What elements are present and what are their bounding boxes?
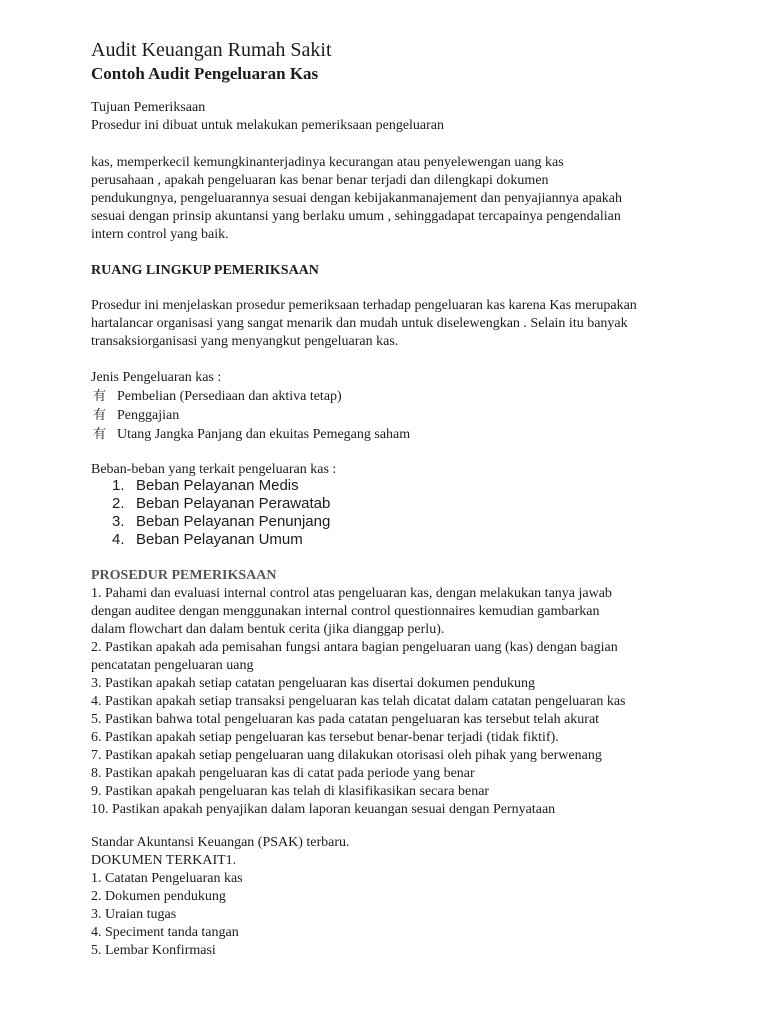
paragraph-line: transaksiorganisasi yang menyangkut pengeluaran kas. [91,334,399,349]
list-item-number: 4. [112,531,125,548]
list-item: 2. Dokumen pendukung [91,889,226,904]
list-item-number: 2. [112,495,125,512]
tujuan-heading: Tujuan Pemeriksaan [91,100,206,115]
procedure-line: 5. Pastikan bahwa total pengeluaran kas pada catatan pengeluaran kas tersebut telah akurat [91,712,600,727]
tujuan-intro: Prosedur ini dibuat untuk melakukan pemeriksaan pengeluaran [91,118,445,133]
procedure-line: 10. Pastikan apakah penyajikan dalam laporan keuangan sesuai dengan Pernyataan [91,802,556,817]
list-item: 3. Uraian tugas [91,907,177,922]
list-item [93,406,410,425]
paragraph-line: perusahaan , apakah pengeluaran kas benar benar terjadi dan dilengkapi dokumen [91,173,549,188]
tujuan-paragraph [91,154,701,244]
jenis-list [93,387,410,444]
bullet-icon: 有 [93,427,107,442]
procedure-line: dalam flowchart dan dalam bentuk cerita (jika dianggap perlu). [91,622,445,637]
dokumen-heading: DOKUMEN TERKAIT1. [91,853,237,868]
list-item-label: Beban Pelayanan Perawatab [136,495,331,512]
list-item-label: Utang Jangka Panjang dan ekuitas Pemegang saham [117,427,411,442]
list-item-label: Beban Pelayanan Penunjang [136,513,331,530]
prosedur-list [91,585,721,819]
list-item: 1. Catatan Pengeluaran kas [91,871,243,886]
list-item: 4. Speciment tanda tangan [91,925,239,940]
ruang-lingkup-heading: RUANG LINGKUP PEMERIKSAAN [91,263,319,278]
document-title: Audit Keuangan Rumah Sakit [91,39,332,61]
procedure-line: 8. Pastikan apakah pengeluaran kas di catat pada periode yang benar [91,766,475,781]
list-item: 5. Lembar Konfirmasi [91,943,216,958]
beban-heading: Beban-beban yang terkait pengeluaran kas : [91,462,337,477]
document-subtitle: Contoh Audit Pengeluaran Kas [91,64,319,83]
bullet-icon: 有 [93,389,107,404]
list-item-label: Penggajian [117,408,180,423]
procedure-line: pencatatan pengeluaran uang [91,658,254,673]
tujuan-section [91,99,701,135]
dokumen-section [91,834,701,960]
paragraph-line: intern control yang baik. [91,227,229,242]
list-item [112,495,330,513]
procedure-line: 9. Pastikan apakah pengeluaran kas telah di klasifikasikan secara benar [91,784,490,799]
paragraph-line: hartalancar organisasi yang sangat menarik dan mudah untuk diselewengkan . Selain itu banyak [91,316,628,331]
beban-list [112,477,330,549]
list-item-number: 3. [112,513,125,530]
procedure-line: 1. Pahami dan evaluasi internal control atas pengeluaran kas, dengan melakukan tanya jawab [91,586,612,601]
list-item [93,387,410,406]
list-item [93,425,410,444]
list-item-label: Pembelian (Persediaan dan aktiva tetap) [117,389,342,404]
prosedur-heading: PROSEDUR PEMERIKSAAN [91,568,277,583]
ruang-lingkup-paragraph [91,297,701,351]
procedure-line: 7. Pastikan apakah setiap pengeluaran uang dilakukan otorisasi oleh pihak yang berwenang [91,748,602,763]
bullet-icon: 有 [93,408,107,423]
paragraph-line: sesuai dengan prinsip akuntansi yang berlaku umum , sehinggadapat tercapainya pengendalian [91,209,621,224]
list-item [112,513,330,531]
procedure-line: 2. Pastikan apakah ada pemisahan fungsi antara bagian pengeluaran uang (kas) dengan bagian [91,640,618,655]
list-item [112,477,330,495]
list-item-label: Beban Pelayanan Umum [136,531,303,548]
list-item-number: 1. [112,477,125,494]
procedure-line: dengan auditee dengan menggunakan internal control questionnaires kemudian gambarkan [91,604,600,619]
paragraph-line: pendukungnya, pengeluarannya sesuai dengan kebijakanmanajement dan penyajiannya apakah [91,191,623,206]
list-item [112,531,330,549]
list-item-label: Beban Pelayanan Medis [136,477,299,494]
procedure-line: 4. Pastikan apakah setiap transaksi pengeluaran kas telah dicatat dalam catatan pengeluaran kas [91,694,626,709]
paragraph-line: Prosedur ini menjelaskan prosedur pemeriksaan terhadap pengeluaran kas karena Kas merupakan [91,298,637,313]
procedure-line: 3. Pastikan apakah setiap catatan pengeluaran kas disertai dokumen pendukung [91,676,535,691]
paragraph-line: kas, memperkecil kemungkinanterjadinya kecurangan atau penyelewengan uang kas [91,155,564,170]
jenis-heading: Jenis Pengeluaran kas : [91,370,222,385]
procedure-line: 6. Pastikan apakah setiap pengeluaran kas tersebut benar-benar terjadi (tidak fiktif). [91,730,559,745]
standar-line: Standar Akuntansi Keuangan (PSAK) terbaru. [91,835,350,850]
